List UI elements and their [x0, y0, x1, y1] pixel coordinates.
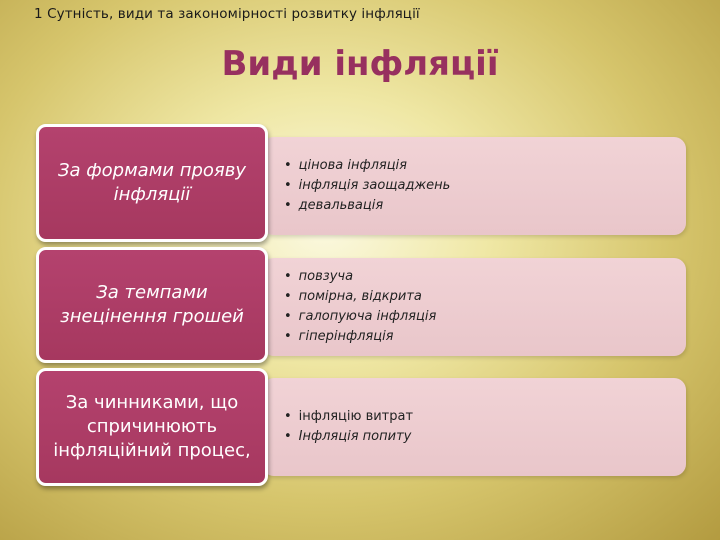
slide-header: 1 Сутність, види та закономірності розвитку інфляції: [34, 6, 420, 22]
list-item: • девальвація: [284, 196, 450, 216]
category-label: За формами прояву інфляції: [57, 160, 247, 205]
items-box-factors: [262, 378, 686, 476]
category-label: За темпами знецінення грошей: [60, 282, 244, 327]
items-box-forms: [262, 137, 686, 235]
list-item: • цінова інфляція: [284, 156, 450, 176]
category-box-pace: [36, 247, 268, 363]
items-box-pace: [262, 258, 686, 356]
list-item: • помірна, відкрита: [284, 287, 436, 307]
items-list: [284, 156, 450, 216]
list-item: • інфляцію витрат: [284, 407, 413, 427]
items-list: [284, 407, 413, 447]
category-box-forms: [36, 124, 268, 242]
slide-title: Види інфляції: [221, 44, 499, 84]
list-item: • інфляція заощаджень: [284, 176, 450, 196]
category-box-factors: [36, 368, 268, 486]
list-item: • повзуча: [284, 267, 436, 287]
items-list: [284, 267, 436, 347]
list-item: • галопуюча інфляція: [284, 307, 436, 327]
list-item: • гіперінфляція: [284, 327, 436, 347]
list-item: • Інфляція попиту: [284, 427, 413, 447]
category-label: За чинниками, що спричинюють інфляційний процес,: [53, 392, 251, 461]
